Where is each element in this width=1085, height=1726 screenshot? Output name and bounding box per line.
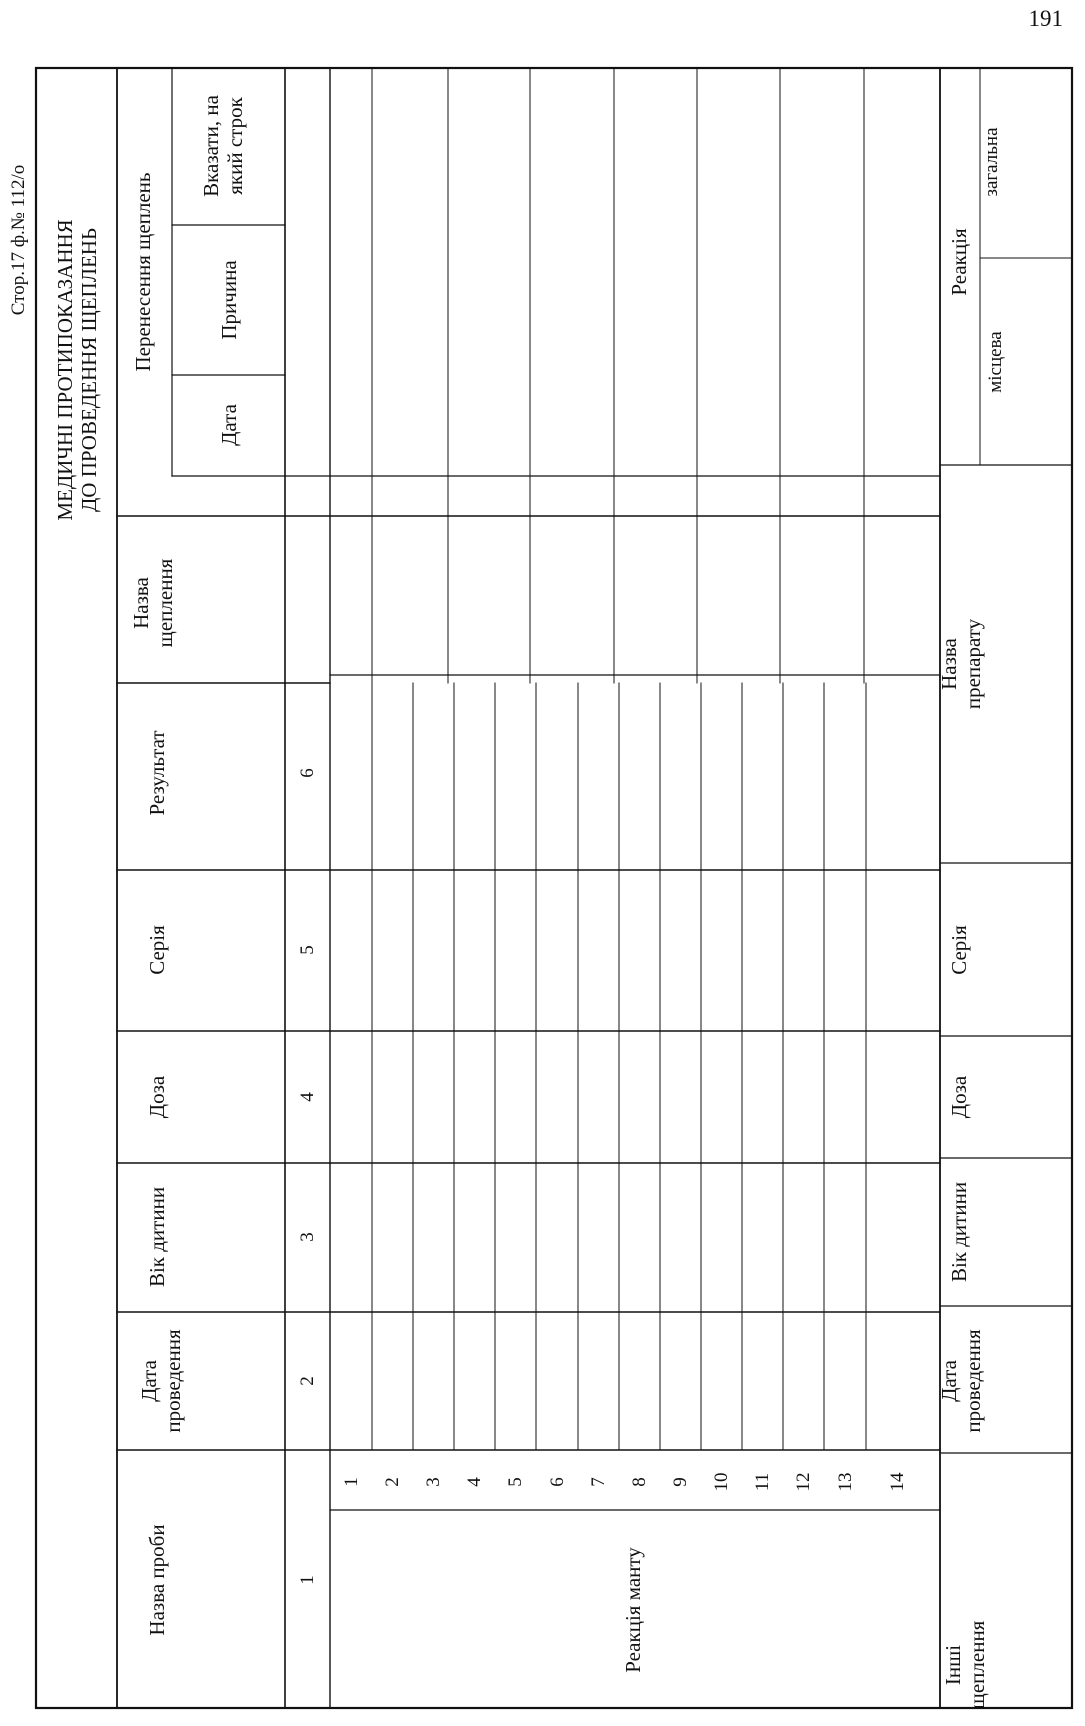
row-number: 2 <box>382 1477 403 1487</box>
other-date-header-2: проведення <box>961 1329 985 1433</box>
date-header: Дата <box>137 1360 161 1402</box>
reaction-local-header: місцева <box>985 331 1006 393</box>
row-number: 1 <box>341 1477 362 1487</box>
child-age-header: Вік дитини <box>145 1186 169 1288</box>
row-number: 5 <box>505 1477 526 1487</box>
series-header: Серія <box>145 925 169 975</box>
column-number: 6 <box>297 768 318 778</box>
other-vaccinations-label-2: щеплення <box>965 1620 989 1710</box>
row-number: 8 <box>629 1477 650 1487</box>
title-line1: МЕДИЧНІ ПРОТИПОКАЗАННЯ <box>53 219 77 521</box>
other-vaccinations-label: Інші <box>941 1644 965 1686</box>
page-number: 191 <box>1028 6 1063 31</box>
other-date-header: Дата <box>937 1360 961 1402</box>
row-number: 10 <box>711 1472 732 1492</box>
form-code: Стор.17 ф.№ 112/о <box>8 164 29 316</box>
dose-header: Доза <box>145 1075 169 1119</box>
title-line2: ДО ПРОВЕДЕННЯ ЩЕПЛЕНЬ <box>77 227 101 513</box>
row-number: 6 <box>547 1477 568 1487</box>
vaccination-name-header: Назва <box>129 577 153 629</box>
row-number: 13 <box>835 1472 856 1492</box>
row-number: 9 <box>670 1477 691 1487</box>
column-number: 5 <box>297 945 318 955</box>
postponement-reason-header: Причина <box>217 260 241 340</box>
postponement-date-header: Дата <box>217 404 241 446</box>
mantoux-reaction-label: Реакція манту <box>621 1547 645 1673</box>
row-number: 7 <box>588 1477 609 1487</box>
postponement-term-header-2: який строк <box>223 97 247 195</box>
row-number: 14 <box>887 1472 908 1492</box>
row-number: 12 <box>793 1472 814 1492</box>
vaccination-name-header-2: щеплення <box>153 558 177 648</box>
other-child-age-header: Вік дитини <box>947 1181 971 1283</box>
column-number: 4 <box>297 1092 318 1102</box>
row-number: 3 <box>423 1477 444 1487</box>
reaction-header: Реакція <box>947 228 971 296</box>
column-number: 2 <box>297 1376 318 1386</box>
postponement-header: Перенесення щеплень <box>131 172 155 372</box>
row-number: 11 <box>752 1472 773 1492</box>
result-header: Результат <box>145 730 169 816</box>
column-number: 3 <box>297 1232 318 1242</box>
postponement-term-header: Вказати, на <box>199 95 223 197</box>
reaction-general-header: загальна <box>981 127 1002 197</box>
test-name-header: Назва проби <box>145 1524 169 1636</box>
drug-name-header: Назва <box>937 638 961 690</box>
column-number: 1 <box>297 1575 318 1585</box>
drug-name-header-2: препарату <box>961 618 985 710</box>
other-dose-header: Доза <box>947 1075 971 1119</box>
other-series-header: Серія <box>947 925 971 975</box>
date-header-2: проведення <box>161 1329 185 1433</box>
row-number: 4 <box>464 1477 485 1487</box>
